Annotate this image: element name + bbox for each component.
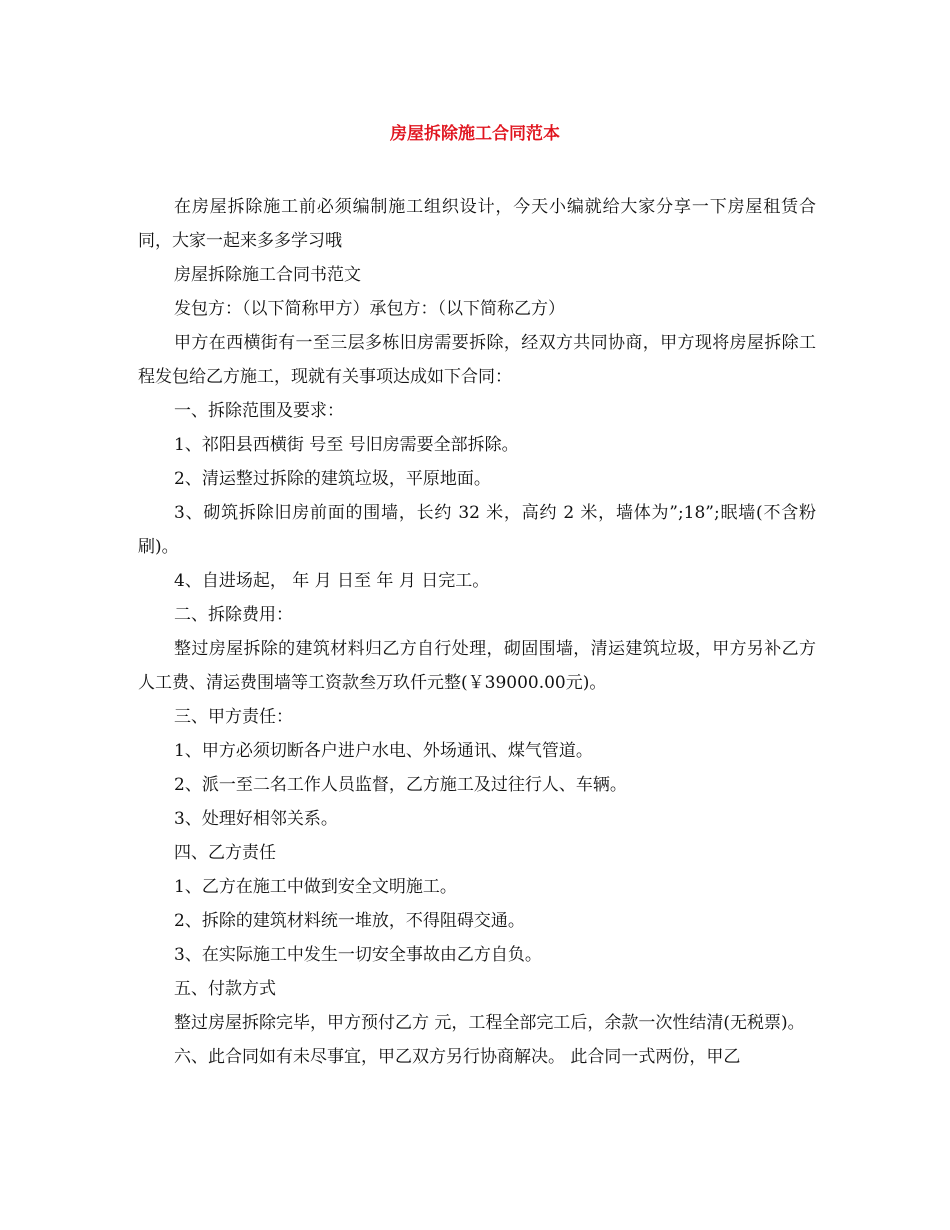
clause-item: 2、拆除的建筑材料统一堆放，不得阻碍交通。 [174, 911, 525, 931]
document-body [138, 190, 816, 1074]
clause-item: 1、甲方必须切断各户进户水电、外场通讯、煤气管道。 [174, 741, 593, 761]
section-heading-scope: 一、拆除范围及要求： [174, 401, 344, 421]
section-heading-fees: 二、拆除费用： [174, 605, 293, 625]
paragraph-parties: 发包方：（以下简称甲方）承包方：（以下简称乙方） [174, 299, 565, 319]
clause-item: 2、清运整过拆除的建筑垃圾，平原地面。 [174, 469, 491, 489]
clause-item: 3、处理好相邻关系。 [174, 809, 338, 829]
clause-item: 4、自进场起， 年 月 日至 年 月 日完工。 [174, 571, 490, 591]
document-title: 房屋拆除施工合同范本 [390, 124, 560, 144]
clause-item: 2、派一至二名工作人员监督，乙方施工及过往行人、车辆。 [174, 775, 627, 795]
paragraph-intro: 在房屋拆除施工前必须编制施工组织设计，今天小编就给大家分享一下房屋租赁合同，大家一起来多多学习哦 [138, 197, 816, 251]
clause-item: 1、祁阳县西横街 号至 号旧房需要全部拆除。 [174, 435, 519, 455]
clause-item: 整过房屋拆除的建筑材料归乙方自行处理，砌固围墙，清运建筑垃圾，甲方另补乙方人工费、清运费围墙等工资款叁万玖仟元整(￥39000.00元)。 [138, 639, 816, 693]
section-heading-party-a: 三、甲方责任： [174, 707, 293, 727]
section-heading-misc: 六、此合同如有未尽事宜，甲乙双方另行协商解决。 此合同一式两份，甲乙 [174, 1047, 741, 1067]
clause-item: 3、砌筑拆除旧房前面的围墙，长约 32 米，高约 2 米，墙体为”;18”;眠墙(不含粉刷)。 [138, 503, 816, 557]
clause-item: 整过房屋拆除完毕，甲方预付乙方 元，工程全部完工后，余款一次性结清(无税票)。 [174, 1013, 805, 1033]
clause-item: 1、乙方在施工中做到安全文明施工。 [174, 877, 457, 897]
paragraph-subtitle: 房屋拆除施工合同书范文 [174, 265, 361, 285]
section-heading-payment: 五、付款方式 [174, 979, 276, 999]
clause-item: 3、在实际施工中发生一切安全事故由乙方自负。 [174, 945, 542, 965]
paragraph-preamble: 甲方在西横街有一至三层多栋旧房需要拆除，经双方共同协商，甲方现将房屋拆除工程发包给乙方施工，现就有关事项达成如下合同： [138, 333, 816, 387]
section-heading-party-b: 四、乙方责任 [174, 843, 276, 863]
